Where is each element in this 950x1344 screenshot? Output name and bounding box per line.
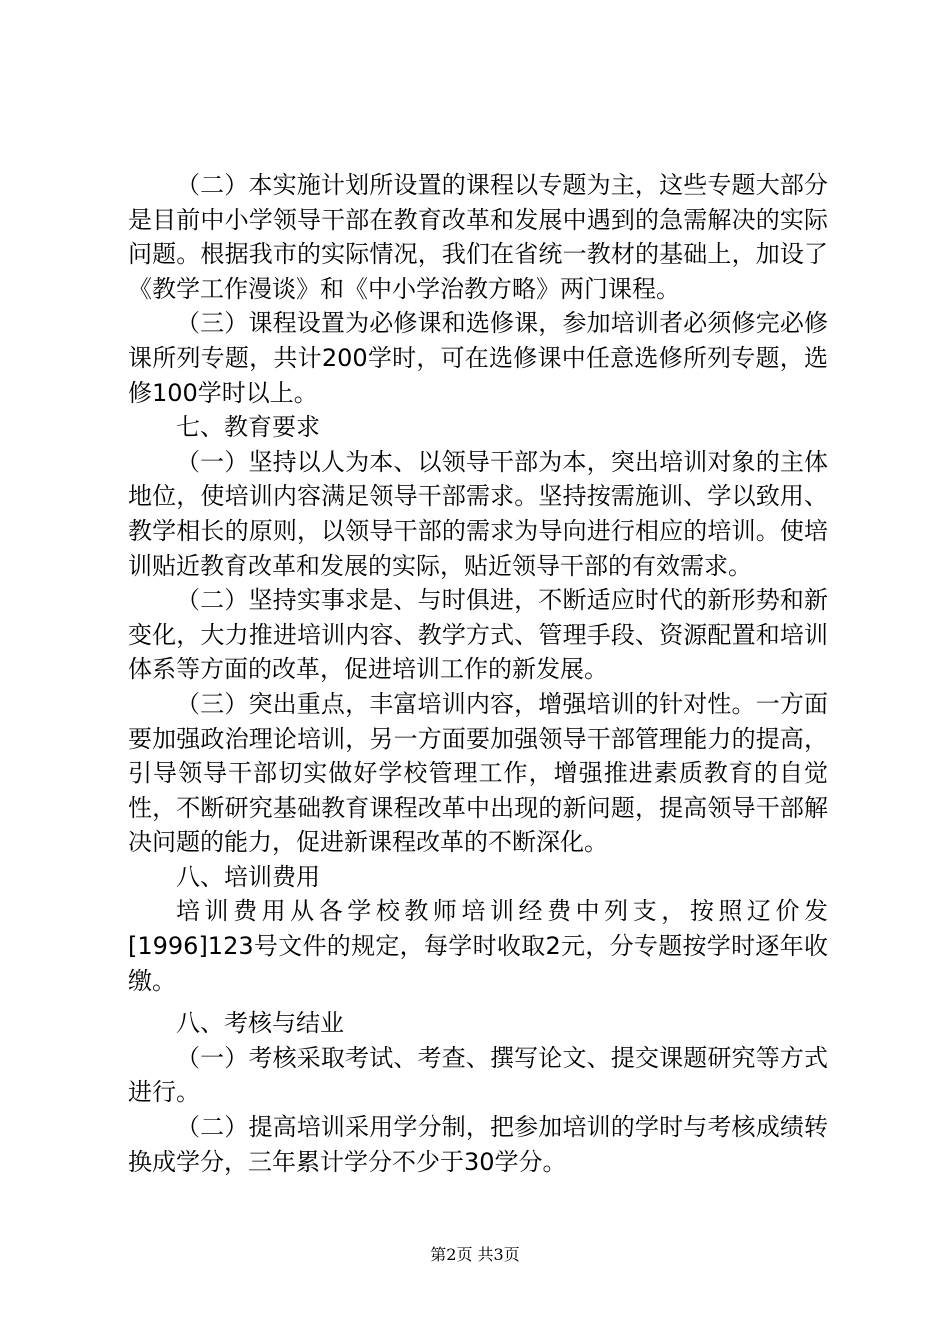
- page-footer: [0, 1245, 950, 1265]
- paragraph-course-topics: （二）本实施计划所设置的课程以专题为主，这些专题大部分是目前中小学领导干部在教育改革和发展中遇到的急需解决的实际问题。根据我市的实际情况，我们在省统一教材的基础上，加设了《教学工作漫谈》和《中小学治教方略》两门课程。: [128, 171, 828, 303]
- section-heading-training-fees: 八、培训费用: [176, 862, 320, 891]
- paragraph-requirement-one: （一）坚持以人为本、以领导干部为本，突出培训对象的主体地位，使培训内容满足领导干部需求。坚持按需施训、学以致用、教学相长的原则，以领导干部的需求为导向进行相应的培训。使培训贴近教育改革和发展的实际，贴近领导干部的有效需求。: [128, 447, 828, 580]
- paragraph-requirement-three: （三）突出重点，丰富培训内容，增强培训的针对性。一方面要加强政治理论培训，另一方面要加强领导干部管理能力的提高，引导领导干部切实做好学校管理工作，增强推进素质教育的自觉性，不断研究基础教育课程改革中出现的新问题，提高领导干部解决问题的能力，促进新课程改革的不断深化。: [128, 689, 828, 857]
- page-number: 第2页: [430, 1245, 473, 1264]
- paragraph-assessment-two: （二）提高培训采用学分制，把参加培训的学时与考核成绩转换成学分，三年累计学分不少于30学分。: [128, 1113, 828, 1176]
- page-total: 共3页: [477, 1245, 520, 1264]
- paragraph-assessment-one: （一）考核采取考试、考查、撰写论文、提交课题研究等方式进行。: [128, 1043, 828, 1107]
- document-body: [128, 168, 828, 1179]
- section-heading-education-requirements: 七、教育要求: [176, 413, 320, 442]
- section-heading-assessment: 八、考核与结业: [176, 1009, 344, 1038]
- paragraph-training-fees: 培训费用从各学校教师培训经费中列支，按照辽价发[1996]123号文件的规定，每学时收取2元，分专题按学时逐年收缴。: [128, 897, 828, 995]
- paragraph-course-types: （三）课程设置为必修课和选修课，参加培训者必须修完必修课所列专题，共计200学时，可在选修课中任意选修所列专题，选修100学时以上。: [128, 309, 828, 407]
- paragraph-requirement-two: （二）坚持实事求是、与时俱进，不断适应时代的新形势和新变化，大力推进培训内容、教学方式、管理手段、资源配置和培训体系等方面的改革，促进培训工作的新发展。: [128, 586, 828, 684]
